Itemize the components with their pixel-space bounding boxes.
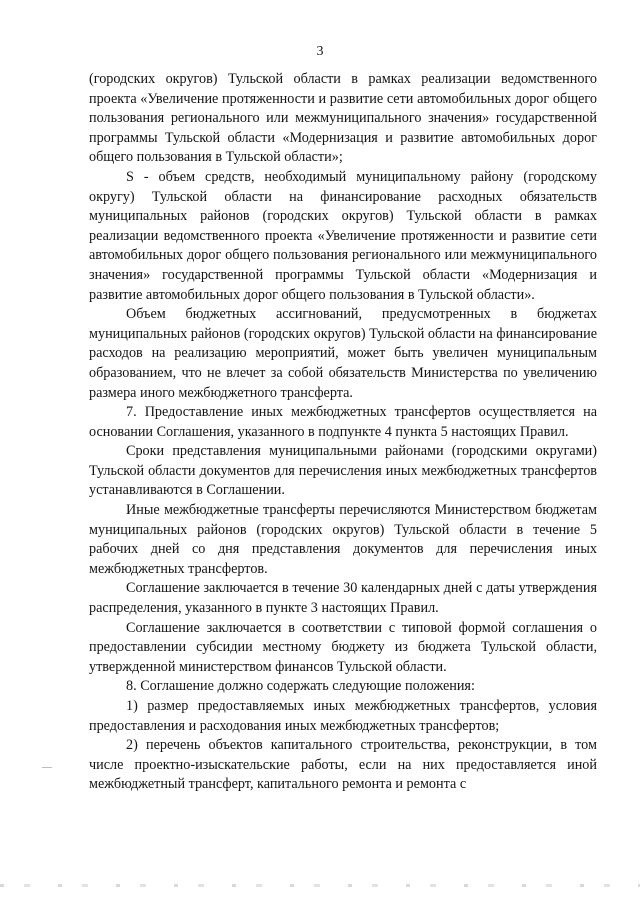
list-item-1: 1) размер предоставляемых иных межбюджетных трансфертов, условия предоставления и расходования иных межбюджетных трансфертов; [89,698,597,734]
paragraph-item-8: 8. Соглашение должно содержать следующие положения: [126,678,475,695]
page-number: 3 [316,44,324,59]
scan-margin-mark [42,767,52,768]
scan-bottom-edge [0,884,640,887]
paragraph-s-definition: S - объем средств, необходимый муниципальному району (городскому округу) Тульской области на финансирование расходных обязательств муниципальных районов (городских округов) Тульской области в рамках реализации ведомственного проекта «Увеличение протяженности и развитие сети автомобильных дорог общего пользования регионального или межмуниципального значения» государственной программы Тульской области «Модернизация и развитие автомобильных дорог общего пользования в Тульской области». [89,168,597,303]
paragraph-agreement-term: Соглашение заключается в течение 30 календарных дней с даты утверждения распределения, указанного в пункте 3 настоящих Правил. [89,580,597,617]
paragraph-transfers: Иные межбюджетные трансферты перечисляются Министерством бюджетам муниципальных районов (городских округов) Тульской области в течение 5 рабочих дней со дня представления документов для перечисления иных межбюджетных трансфертов. [89,502,597,577]
paragraph-budget-allocation: Объем бюджетных ассигнований, предусмотренных в бюджетах муниципальных районов (городских округов) Тульской области на финансирование расходов на реализацию мероприятий, может быть увеличен муниципальным образованием, что не влечет за собой обязательств Министерства по увеличению размера иного межбюджетного трансферта. [89,306,597,401]
list-item-2: 2) перечень объектов капитального строительства, реконструкции, в том числе проектно-изыскательские работы, если на них предоставляется иной межбюджетный трансферт, капитального ремонта и ремонта с [89,737,597,793]
paragraph-continuation: (городских округов) Тульской области в рамках реализации ведомственного проекта «Увеличение протяженности и развитие сети автомобильных дорог общего пользования регионального или межмуниципального значения» государственной программы Тульской области «Модернизация и развитие автомобильных дорог общего пользования в Тульской области»; [89,71,597,166]
paragraph-item-7: 7. Предоставление иных межбюджетных трансфертов осуществляется на основании Соглашения, указанного в подпункте 4 пункта 5 настоящих Правил. [89,404,597,440]
paragraph-deadlines: Сроки представления муниципальными районами (городскими округами) Тульской области документов для перечисления иных межбюджетных трансфертов устанавливаются в Соглашении. [89,443,597,499]
document-body [89,70,597,795]
paragraph-agreement-form: Соглашение заключается в соответствии с типовой формой соглашения о предоставлении субсидии местному бюджету из бюджета Тульской области, утвержденной министерством финансов Тульской области. [89,619,597,675]
